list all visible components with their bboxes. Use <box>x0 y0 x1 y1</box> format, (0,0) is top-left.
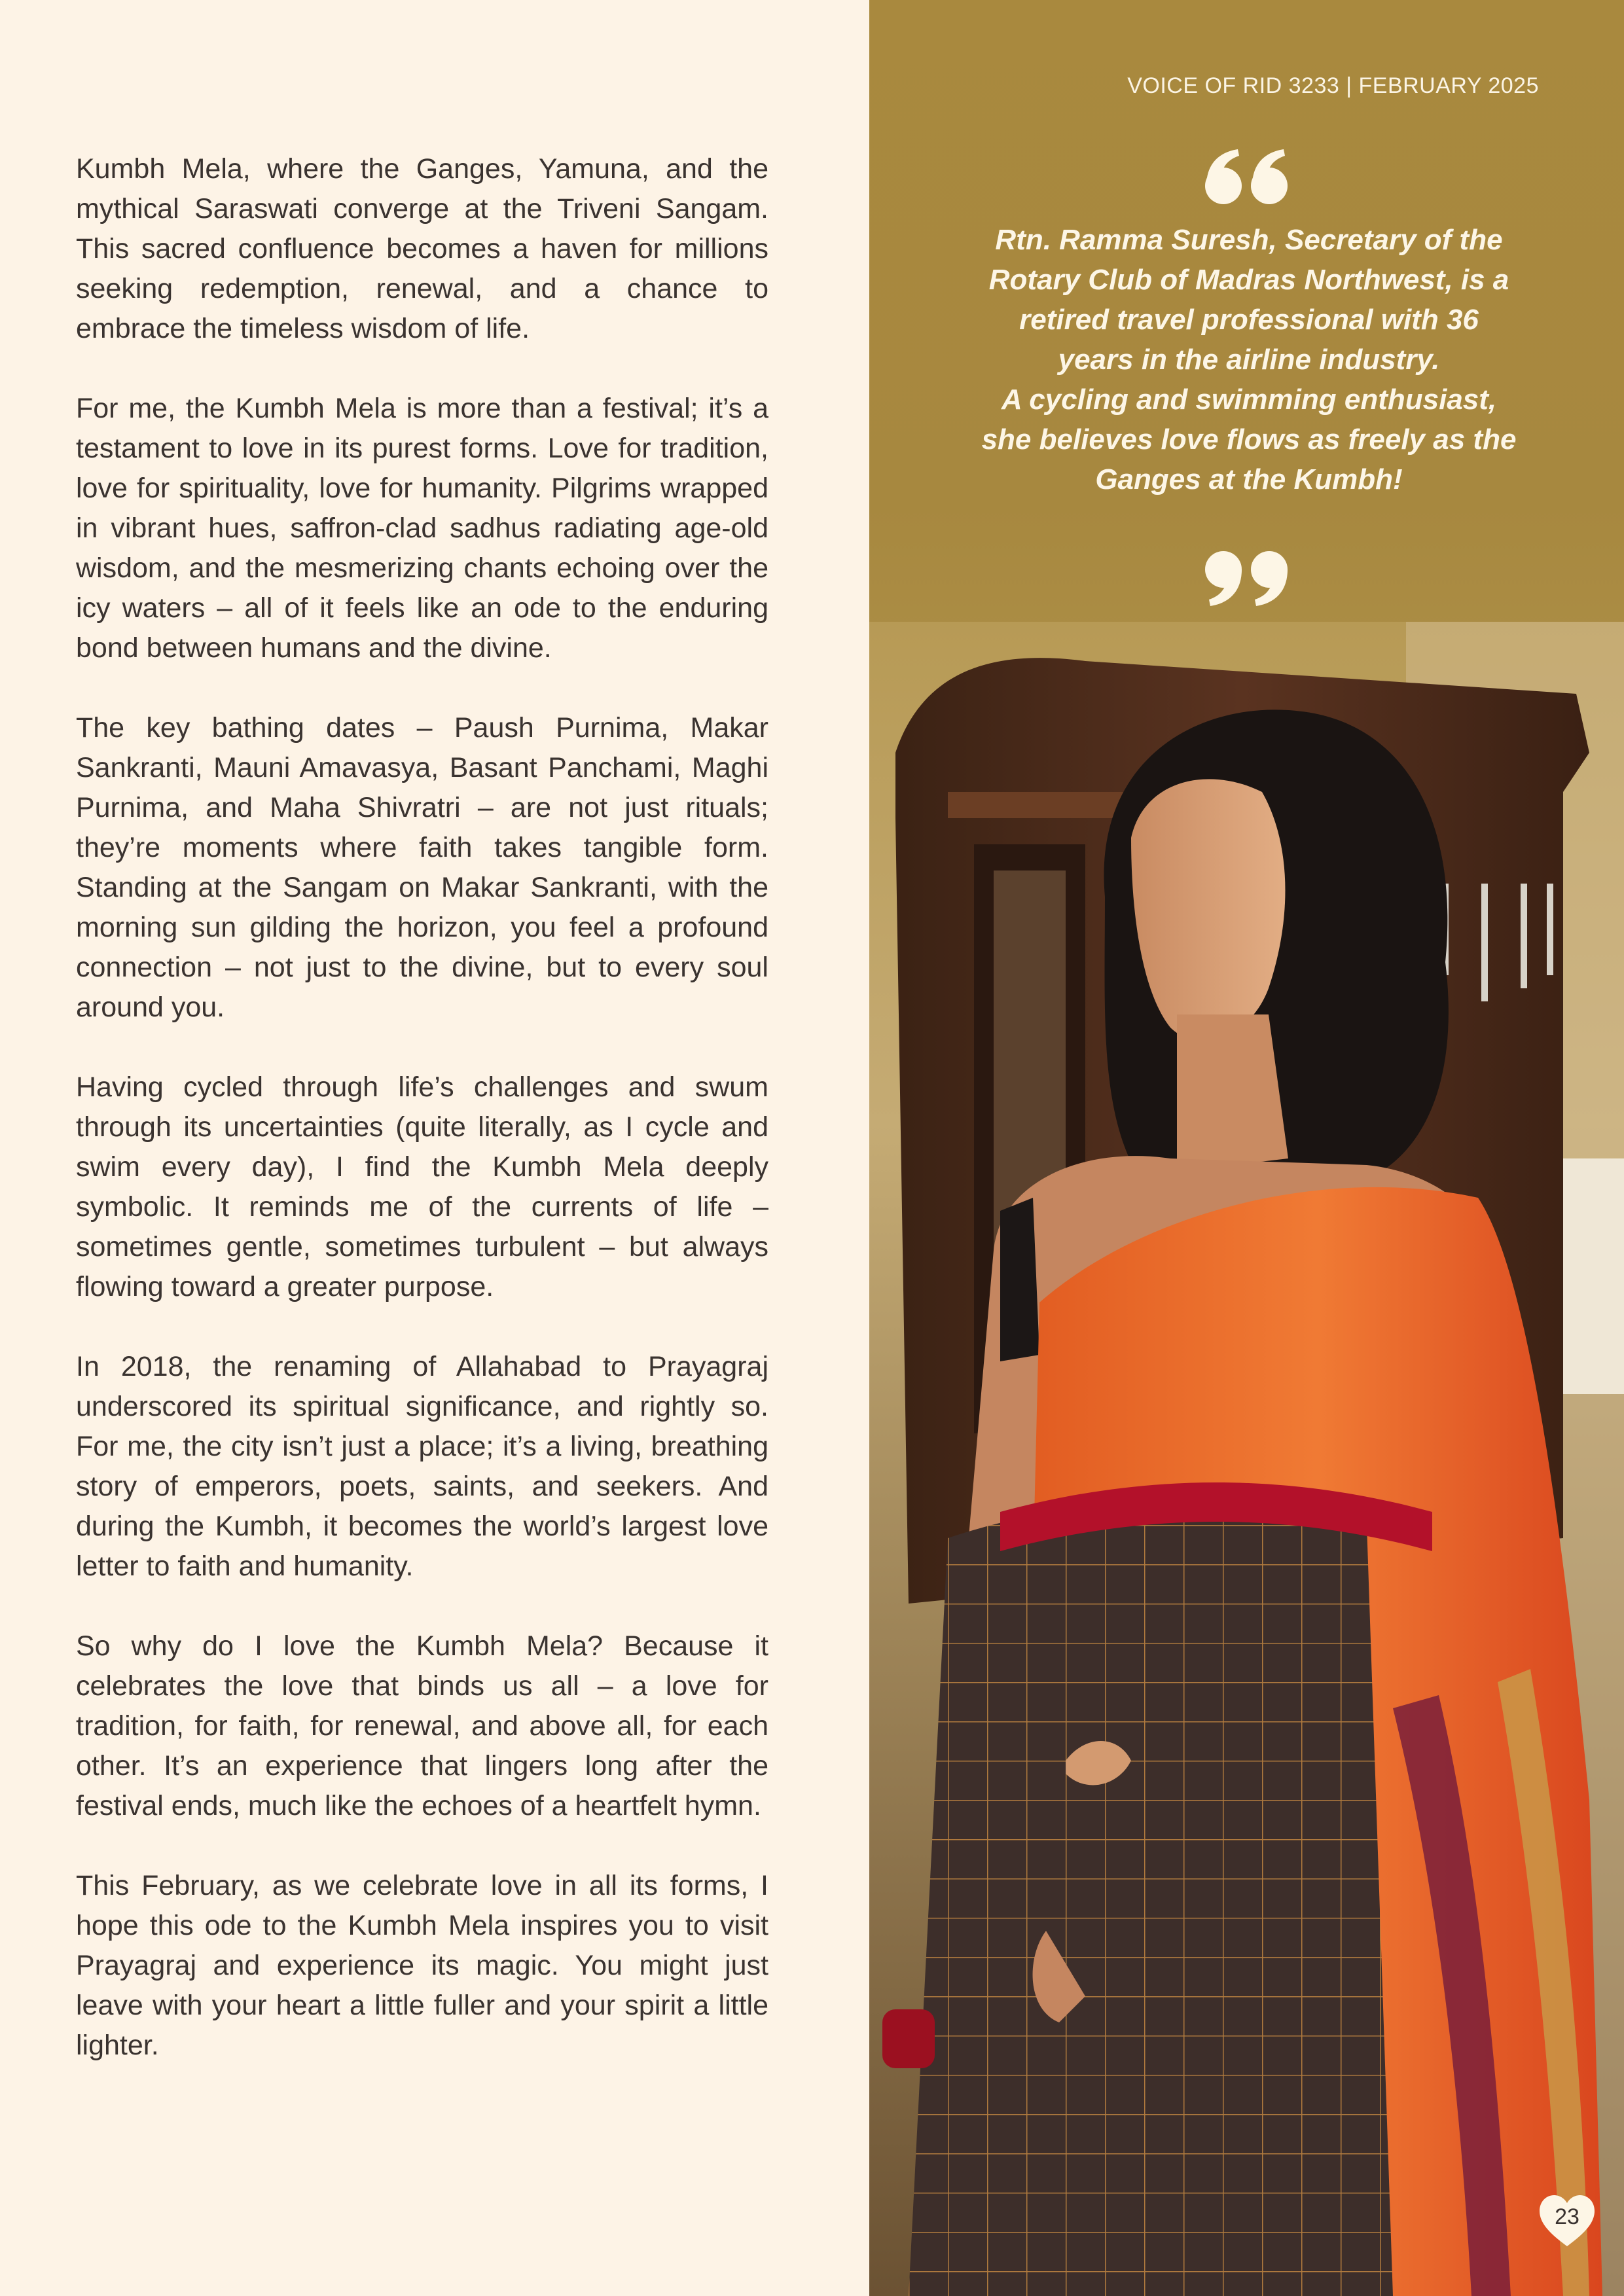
issue-header: VOICE OF RID 3233 | FEBRUARY 2025 <box>1127 73 1539 98</box>
article-paragraph: In 2018, the renaming of Allahabad to Prayagraj underscored its spiritual significance, and rightly so. For me, the city isn’t just a place; it’s a living, breathing story of emperors, poets, saints, and seekers. And during the Kumbh, it becomes the world’s largest love letter to faith and humanity. <box>76 1351 768 1582</box>
quote-line: she believes love flows as freely as the <box>981 423 1517 456</box>
quote-line: years in the airline industry. <box>1058 344 1440 376</box>
profile-panel <box>869 0 1624 2296</box>
article-paragraph: The key bathing dates – Paush Purnima, Makar Sankranti, Mauni Amavasya, Basant Panchami, Maghi Purnima, and Maha Shivratri – are not just rituals; they’re moments where faith takes tangible form. Standing at the Sangam on Makar Sankranti, with the morning sun gilding the horizon, you feel a profound connection – not just to the divine, but to every soul around you. <box>76 712 768 1023</box>
article-paragraph: For me, the Kumbh Mela is more than a festival; it’s a testament to love in its purest forms. Love for tradition, love for spirituality, love for humanity. Pilgrims wrapped in vibrant hues, saffron-clad sadhus radiating age-old wisdom, and the mesmerizing chants echoing over the icy waters – all of it feels like an ode to the enduring bond between humans and the divine. <box>76 393 768 664</box>
close-quote-icon <box>1201 548 1293 607</box>
article-body <box>76 149 768 2145</box>
page-number: 23 <box>1555 2204 1579 2229</box>
open-quote-icon <box>1201 148 1293 207</box>
article-paragraph: So why do I love the Kumbh Mela? Because it celebrates the love that binds us all – a love for tradition, for faith, for renewal, and above all, for each other. It’s an experience that lingers long after the festival ends, much like the echoes of a heartfelt hymn. <box>76 1630 768 1821</box>
article-paragraph: This February, as we celebrate love in all its forms, I hope this ode to the Kumbh Mela inspires you to visit Prayagraj and experience its magic. You might just leave with your heart a little fuller and your spirit a little lighter. <box>76 1870 768 2061</box>
quote-line: retired travel professional with 36 <box>1019 304 1479 336</box>
quote-line: Rotary Club of Madras Northwest, is a <box>988 264 1509 296</box>
portrait-photo <box>869 622 1624 2296</box>
quote-line: Rtn. Ramma Suresh, Secretary of the <box>995 224 1503 256</box>
page-number-badge <box>1538 2194 1596 2248</box>
quote-line: A cycling and swimming enthusiast, <box>1001 384 1497 416</box>
article-paragraph: Kumbh Mela, where the Ganges, Yamuna, and the mythical Saraswati converge at the Triveni Sangam. This sacred confluence becomes a haven for millions seeking redemption, renewal, and a chance to embrace the timeless wisdom of life. <box>76 153 768 344</box>
article-paragraph: Having cycled through life’s challenges and swum through its uncertainties (quite literally, as I cycle and swim every day), I find the Kumbh Mela deeply symbolic. It reminds me of the currents of life – sometimes gentle, sometimes turbulent – but always flowing toward a greater purpose. <box>76 1071 768 1302</box>
profile-quote <box>922 220 1576 499</box>
quote-line: Ganges at the Kumbh! <box>1095 463 1403 495</box>
